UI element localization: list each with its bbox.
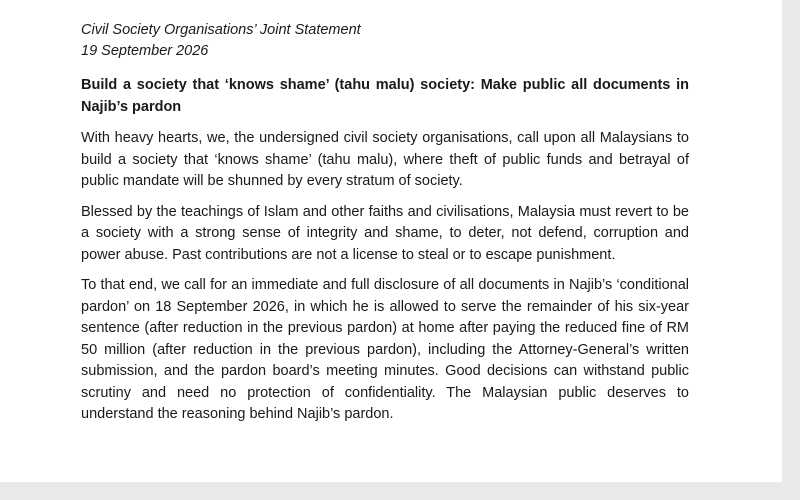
statement-header: Civil Society Organisations’ Joint Statement xyxy=(81,22,361,38)
document-content xyxy=(81,20,689,426)
statement-date: 19 September 2026 xyxy=(81,43,209,59)
paragraph-3: To that end, we call for an immediate and full disclosure of all documents in Najib’s ‘conditional pardon’ on 18 September 2026, in which he is allowed to serve the remainder of his six-year sentence (after reduction in the previous pardon) at home after paying the reduced fine of RM 50 million (after reduction in the previous pardon), including the Attorney-General’s written submission, and the pardon board’s meeting minutes. Good decisions can withstand public scrutiny and need no protection of confidentiality. The Malaysian public deserves to understand the reasoning behind Najib’s pardon. xyxy=(81,277,689,422)
paragraph-2: Blessed by the teachings of Islam and other faiths and civilisations, Malaysia must revert to be a society with a strong sense of integrity and shame, to deter, not defend, corruption and power abuse. Past contributions are not a license to steal or to escape punishment. xyxy=(81,203,689,263)
paragraph-1: With heavy hearts, we, the undersigned civil society organisations, call upon all Malaysians to build a society that ‘knows shame’ (tahu malu), where theft of public funds and betrayal of public mandate will be shunned by every stratum of society. xyxy=(81,130,689,189)
statement-title: Build a society that ‘knows shame’ (tahu malu) society: Make public all documents in Najib’s pardon xyxy=(81,77,689,115)
